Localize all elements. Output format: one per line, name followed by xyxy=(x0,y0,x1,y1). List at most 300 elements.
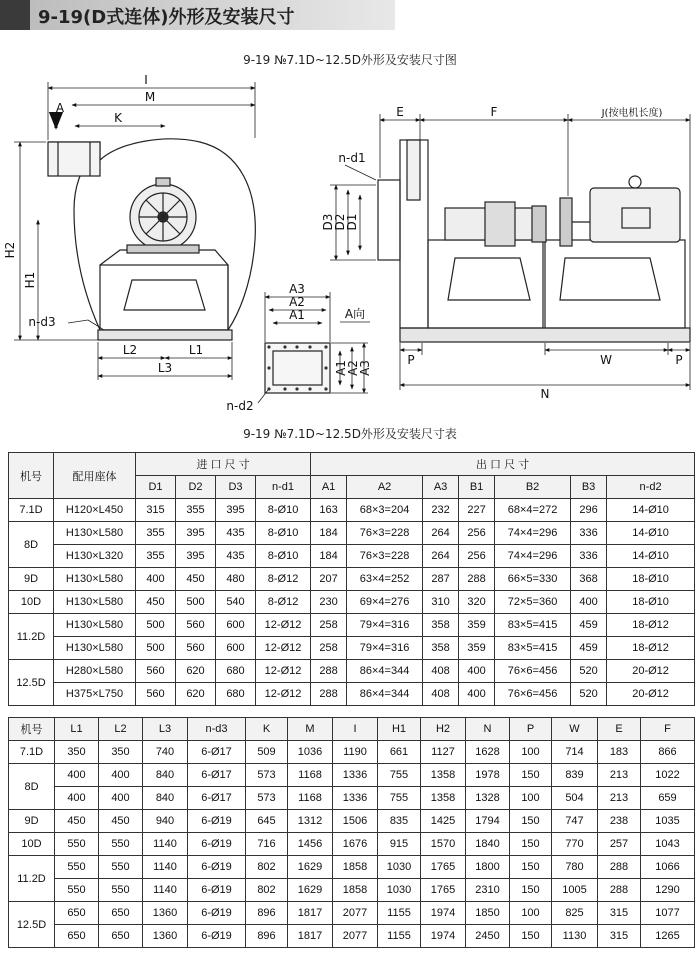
model-cell: 12.5D xyxy=(9,660,54,706)
table-cell: 63×4=252 xyxy=(347,568,423,591)
table-cell: 6-Ø17 xyxy=(188,741,246,764)
title-accent-block xyxy=(0,0,30,30)
table-cell: 358 xyxy=(423,614,459,637)
dim-label-nd2: n-d2 xyxy=(226,399,254,413)
dim-label-p-left: P xyxy=(407,353,415,367)
table-cell: 408 xyxy=(423,660,459,683)
table-cell: 238 xyxy=(598,810,641,833)
table-cell: 716 xyxy=(246,833,288,856)
table-cell: 550 xyxy=(99,833,143,856)
table-cell: 258 xyxy=(311,637,347,660)
table-row xyxy=(9,522,695,545)
dim-label-j: J(按电机长度) xyxy=(601,108,663,119)
column-header: D1 xyxy=(136,476,176,499)
table-cell: 400 xyxy=(459,683,495,706)
table-cell: 1629 xyxy=(288,879,333,902)
table-cell: 1265 xyxy=(641,925,695,948)
column-header: L3 xyxy=(143,718,188,741)
table-cell: 400 xyxy=(55,787,99,810)
model-cell: 9D xyxy=(9,810,55,833)
table-cell: 560 xyxy=(136,683,176,706)
table-cell: 76×3=228 xyxy=(347,545,423,568)
table-cell: 288 xyxy=(311,683,347,706)
table-cell: 1858 xyxy=(333,879,378,902)
table-cell: 839 xyxy=(552,764,598,787)
column-header: L1 xyxy=(55,718,99,741)
column-header: A1 xyxy=(311,476,347,499)
table-cell: 1022 xyxy=(641,764,695,787)
table-cell: 620 xyxy=(176,683,216,706)
column-header: B3 xyxy=(571,476,607,499)
table-cell: 18-Ø10 xyxy=(607,591,695,614)
table-cell: H130×L580 xyxy=(54,614,136,637)
table-cell: 1077 xyxy=(641,902,695,925)
table-cell: 1360 xyxy=(143,902,188,925)
table-cell: 355 xyxy=(176,499,216,522)
table-cell: 315 xyxy=(598,902,641,925)
table-cell: 435 xyxy=(216,522,256,545)
table-cell: 18-Ø12 xyxy=(607,614,695,637)
table-cell: 76×6=456 xyxy=(495,660,571,683)
table-cell: 1794 xyxy=(466,810,510,833)
model-cell: 9D xyxy=(9,568,54,591)
table-cell: 1765 xyxy=(421,879,466,902)
fan-side-view xyxy=(378,140,690,342)
column-header: K xyxy=(246,718,288,741)
table-cell: 1140 xyxy=(143,856,188,879)
table-cell: 600 xyxy=(216,614,256,637)
table-row xyxy=(9,810,695,833)
column-header: B1 xyxy=(459,476,495,499)
table-cell: 1130 xyxy=(552,925,598,948)
table-caption: 9-19 №7.1D~12.5D外形及安装尺寸表 xyxy=(243,427,457,441)
table-cell: 560 xyxy=(176,614,216,637)
table-cell: 650 xyxy=(55,925,99,948)
column-header: A3 xyxy=(423,476,459,499)
table-cell: 1974 xyxy=(421,925,466,948)
column-header: n-d1 xyxy=(256,476,311,499)
table-cell: 1765 xyxy=(421,856,466,879)
table-cell: 150 xyxy=(510,764,552,787)
page-title: 9-19(D式连体)外形及安装尺寸 xyxy=(38,7,295,28)
table-cell: 296 xyxy=(571,499,607,522)
dim-label-d3: D3 xyxy=(321,213,335,231)
table-cell: 1358 xyxy=(421,764,466,787)
table-cell: 320 xyxy=(459,591,495,614)
table-cell: 435 xyxy=(216,545,256,568)
table-row xyxy=(9,833,695,856)
table-cell: 600 xyxy=(216,637,256,660)
dim-label-a1-side: A1 xyxy=(334,360,348,376)
table-cell: 1629 xyxy=(288,856,333,879)
table-cell: 1360 xyxy=(143,925,188,948)
table-cell: 8-Ø12 xyxy=(256,591,311,614)
fan-drawing-svg xyxy=(0,60,700,420)
table-cell: 2077 xyxy=(333,925,378,948)
table-cell: 163 xyxy=(311,499,347,522)
table-cell: 573 xyxy=(246,764,288,787)
inlet-outlet-dimension-table xyxy=(8,452,695,706)
table-cell: 550 xyxy=(55,879,99,902)
model-cell: 11.2D xyxy=(9,614,54,660)
table-cell: 68×4=272 xyxy=(495,499,571,522)
group-header-inlet: 进 口 尺 寸 xyxy=(136,453,311,476)
table-cell: H130×L580 xyxy=(54,568,136,591)
table-cell: 1312 xyxy=(288,810,333,833)
table-cell: 100 xyxy=(510,902,552,925)
table-cell: 8-Ø10 xyxy=(256,522,311,545)
table-cell: 6-Ø17 xyxy=(188,764,246,787)
table-cell: 509 xyxy=(246,741,288,764)
table-cell: 150 xyxy=(510,925,552,948)
column-header: B2 xyxy=(495,476,571,499)
table-cell: 86×4=344 xyxy=(347,683,423,706)
table-cell: 264 xyxy=(423,545,459,568)
installation-dimension-table xyxy=(8,717,695,948)
table-cell: 12-Ø12 xyxy=(256,614,311,637)
table-cell: 400 xyxy=(99,787,143,810)
table-row xyxy=(9,568,695,591)
column-header: P xyxy=(510,718,552,741)
table-cell: 8-Ø10 xyxy=(256,499,311,522)
table-cell: 2310 xyxy=(466,879,510,902)
table-cell: 1036 xyxy=(288,741,333,764)
dim-label-w: W xyxy=(600,353,612,367)
table-cell: 835 xyxy=(378,810,421,833)
table-cell: 150 xyxy=(510,856,552,879)
table-cell: 1005 xyxy=(552,879,598,902)
table-cell: 76×6=456 xyxy=(495,683,571,706)
table-cell: 1140 xyxy=(143,833,188,856)
table-cell: 740 xyxy=(143,741,188,764)
table-cell: 780 xyxy=(552,856,598,879)
table-cell: 620 xyxy=(176,660,216,683)
table-cell: 1817 xyxy=(288,925,333,948)
column-header: M xyxy=(288,718,333,741)
table-cell: 1850 xyxy=(466,902,510,925)
model-cell: 11.2D xyxy=(9,856,55,902)
table-cell: 183 xyxy=(598,741,641,764)
table-cell: 770 xyxy=(552,833,598,856)
table-cell: 230 xyxy=(311,591,347,614)
model-cell: 12.5D xyxy=(9,902,55,948)
table-cell: 840 xyxy=(143,787,188,810)
table-cell: 18-Ø10 xyxy=(607,568,695,591)
dim-label-d2: D2 xyxy=(333,213,347,231)
table-cell: 550 xyxy=(55,856,99,879)
column-header: D3 xyxy=(216,476,256,499)
dim-label-a: A xyxy=(55,101,65,115)
table-cell: 1978 xyxy=(466,764,510,787)
table-row xyxy=(9,683,695,706)
table-cell: 1140 xyxy=(143,879,188,902)
table-cell: 6-Ø19 xyxy=(188,925,246,948)
table-cell: 755 xyxy=(378,787,421,810)
table-cell: 1155 xyxy=(378,902,421,925)
table-cell: 540 xyxy=(216,591,256,614)
table-cell: 500 xyxy=(136,637,176,660)
table-cell: 866 xyxy=(641,741,695,764)
table-cell: 1066 xyxy=(641,856,695,879)
dim-label-n: N xyxy=(540,387,550,401)
table-cell: 288 xyxy=(459,568,495,591)
table-cell: 1456 xyxy=(288,833,333,856)
dim-label-e: E xyxy=(396,105,404,119)
table-cell: 650 xyxy=(55,902,99,925)
table-cell: 12-Ø12 xyxy=(256,637,311,660)
dim-label-a2-side: A2 xyxy=(346,360,360,376)
table-cell: 257 xyxy=(598,833,641,856)
column-header: N xyxy=(466,718,510,741)
table-cell: 550 xyxy=(99,879,143,902)
table-cell: 6-Ø19 xyxy=(188,902,246,925)
table-cell: 915 xyxy=(378,833,421,856)
column-header: H1 xyxy=(378,718,421,741)
dim-label-k: K xyxy=(114,111,122,125)
table-row xyxy=(9,637,695,660)
table-cell: 1155 xyxy=(378,925,421,948)
model-cell: 7.1D xyxy=(9,499,54,522)
dim-label-h2: H2 xyxy=(3,241,17,259)
table-cell: 550 xyxy=(99,856,143,879)
table-row xyxy=(9,591,695,614)
table-cell: 1190 xyxy=(333,741,378,764)
table-cell: 1974 xyxy=(421,902,466,925)
table-cell: H375×L750 xyxy=(54,683,136,706)
table-cell: 400 xyxy=(99,764,143,787)
table-cell: 747 xyxy=(552,810,598,833)
column-header: W xyxy=(552,718,598,741)
table-row xyxy=(9,660,695,683)
table-cell: 1858 xyxy=(333,856,378,879)
dim-label-a1-top: A1 xyxy=(289,308,305,322)
table-cell: 755 xyxy=(378,764,421,787)
table-cell: 14-Ø10 xyxy=(607,545,695,568)
table-cell: 350 xyxy=(55,741,99,764)
table-row xyxy=(9,879,695,902)
model-cell: 8D xyxy=(9,522,54,568)
column-header: I xyxy=(333,718,378,741)
table-cell: 83×5=415 xyxy=(495,637,571,660)
model-cell: 7.1D xyxy=(9,741,55,764)
table-row xyxy=(9,741,695,764)
table-cell: 395 xyxy=(216,499,256,522)
table-cell: H130×L320 xyxy=(54,545,136,568)
table-cell: 83×5=415 xyxy=(495,614,571,637)
table-cell: 1506 xyxy=(333,810,378,833)
table-cell: 1035 xyxy=(641,810,695,833)
table-cell: 1030 xyxy=(378,879,421,902)
table-cell: 12-Ø12 xyxy=(256,660,311,683)
table-cell: 450 xyxy=(136,591,176,614)
table-row xyxy=(9,545,695,568)
dim-label-a3-top: A3 xyxy=(289,282,305,296)
dim-label-nd1: n-d1 xyxy=(338,151,366,165)
table-cell: 8-Ø10 xyxy=(256,545,311,568)
table-row xyxy=(9,787,695,810)
table-cell: 336 xyxy=(571,545,607,568)
table-cell: 1168 xyxy=(288,764,333,787)
table-cell: 66×5=330 xyxy=(495,568,571,591)
table-cell: 450 xyxy=(55,810,99,833)
model-cell: 10D xyxy=(9,833,55,856)
table-cell: 8-Ø12 xyxy=(256,568,311,591)
table-cell: 69×4=276 xyxy=(347,591,423,614)
model-cell: 8D xyxy=(9,764,55,810)
table-cell: 400 xyxy=(459,660,495,683)
outlet-flange-view xyxy=(265,343,330,393)
table-cell: 1328 xyxy=(466,787,510,810)
table-cell: 315 xyxy=(598,925,641,948)
table-cell: 395 xyxy=(176,522,216,545)
dim-label-a2-top: A2 xyxy=(289,295,305,309)
table-row xyxy=(9,614,695,637)
table-cell: 560 xyxy=(136,660,176,683)
table-cell: 1336 xyxy=(333,764,378,787)
table-cell: 1570 xyxy=(421,833,466,856)
table-cell: 6-Ø19 xyxy=(188,833,246,856)
table-cell: 6-Ø17 xyxy=(188,787,246,810)
table-cell: 355 xyxy=(136,545,176,568)
dim-label-f: F xyxy=(490,105,498,119)
table-cell: 840 xyxy=(143,764,188,787)
table-cell: 288 xyxy=(598,879,641,902)
table-cell: 714 xyxy=(552,741,598,764)
model-cell: 10D xyxy=(9,591,54,614)
dim-label-m: M xyxy=(144,90,156,104)
column-header: L2 xyxy=(99,718,143,741)
table-cell: 264 xyxy=(423,522,459,545)
table-cell: 256 xyxy=(459,545,495,568)
fan-front-view xyxy=(48,139,255,340)
table-cell: 358 xyxy=(423,637,459,660)
table-cell: 1840 xyxy=(466,833,510,856)
table-cell: 680 xyxy=(216,660,256,683)
table-row xyxy=(9,902,695,925)
table-cell: 1425 xyxy=(421,810,466,833)
table-cell: 288 xyxy=(598,856,641,879)
table-cell: 680 xyxy=(216,683,256,706)
table-cell: 100 xyxy=(510,741,552,764)
table-cell: 395 xyxy=(176,545,216,568)
table-cell: 14-Ø10 xyxy=(607,522,695,545)
table-cell: 232 xyxy=(423,499,459,522)
column-header: n-d3 xyxy=(188,718,246,741)
table-cell: 368 xyxy=(571,568,607,591)
table-cell: 1043 xyxy=(641,833,695,856)
column-header: H2 xyxy=(421,718,466,741)
table-row xyxy=(9,764,695,787)
table-cell: 150 xyxy=(510,833,552,856)
table-cell: 520 xyxy=(571,660,607,683)
column-header: n-d2 xyxy=(607,476,695,499)
table-row xyxy=(9,856,695,879)
table-cell: 6-Ø19 xyxy=(188,879,246,902)
table-cell: 504 xyxy=(552,787,598,810)
table-cell: 150 xyxy=(510,879,552,902)
dim-label-nd3: n-d3 xyxy=(28,315,56,329)
table-cell: 213 xyxy=(598,764,641,787)
table-cell: 12-Ø12 xyxy=(256,683,311,706)
table-cell: 450 xyxy=(99,810,143,833)
table-cell: 213 xyxy=(598,787,641,810)
table-cell: 184 xyxy=(311,522,347,545)
table-cell: 315 xyxy=(136,499,176,522)
dim-label-p-right: P xyxy=(675,353,683,367)
table-cell: 355 xyxy=(136,522,176,545)
table-cell: 184 xyxy=(311,545,347,568)
table-row xyxy=(9,925,695,948)
table-cell: 650 xyxy=(99,902,143,925)
dim-label-i: I xyxy=(144,73,148,87)
table-cell: 1168 xyxy=(288,787,333,810)
table-cell: 74×4=296 xyxy=(495,522,571,545)
dim-label-l2: L2 xyxy=(122,343,138,357)
table-cell: 68×3=204 xyxy=(347,499,423,522)
table-cell: 1290 xyxy=(641,879,695,902)
group-header-outlet: 出 口 尺 寸 xyxy=(311,453,695,476)
table-cell: 76×3=228 xyxy=(347,522,423,545)
table-cell: 1127 xyxy=(421,741,466,764)
table-cell: 227 xyxy=(459,499,495,522)
table-cell: 450 xyxy=(176,568,216,591)
table-cell: 310 xyxy=(423,591,459,614)
dim-label-a-direction: A向 xyxy=(344,307,366,321)
column-header: A2 xyxy=(347,476,423,499)
table-cell: 2077 xyxy=(333,902,378,925)
table-cell: 258 xyxy=(311,614,347,637)
table-cell: 940 xyxy=(143,810,188,833)
table-cell: H120×L450 xyxy=(54,499,136,522)
column-header: E xyxy=(598,718,641,741)
table-cell: 1676 xyxy=(333,833,378,856)
table-cell: 287 xyxy=(423,568,459,591)
table-cell: H130×L580 xyxy=(54,522,136,545)
table-row xyxy=(9,499,695,522)
table-header-row xyxy=(9,718,695,741)
column-header-machine: 机号 xyxy=(9,453,54,499)
table-cell: 256 xyxy=(459,522,495,545)
side-view-dimensions xyxy=(330,114,690,390)
table-cell: 896 xyxy=(246,925,288,948)
table-cell: 359 xyxy=(459,637,495,660)
dim-label-h1: H1 xyxy=(23,271,37,289)
table-cell: 359 xyxy=(459,614,495,637)
installation-dimension-drawings xyxy=(0,60,700,420)
table-cell: 573 xyxy=(246,787,288,810)
table-cell: 408 xyxy=(423,683,459,706)
table-cell: H280×L580 xyxy=(54,660,136,683)
table-cell: 659 xyxy=(641,787,695,810)
table-cell: 74×4=296 xyxy=(495,545,571,568)
table-cell: 1030 xyxy=(378,856,421,879)
table-cell: 1628 xyxy=(466,741,510,764)
table-cell: 400 xyxy=(55,764,99,787)
table-cell: 825 xyxy=(552,902,598,925)
table-cell: 72×5=360 xyxy=(495,591,571,614)
table-cell: 350 xyxy=(99,741,143,764)
table-cell: 86×4=344 xyxy=(347,660,423,683)
table-cell: 560 xyxy=(176,637,216,660)
table-cell: 896 xyxy=(246,902,288,925)
table-cell: 459 xyxy=(571,614,607,637)
table-cell: 100 xyxy=(510,787,552,810)
column-header-machine: 机号 xyxy=(9,718,55,741)
table-cell: 650 xyxy=(99,925,143,948)
column-header: F xyxy=(641,718,695,741)
table-cell: 150 xyxy=(510,810,552,833)
table-cell: 500 xyxy=(176,591,216,614)
